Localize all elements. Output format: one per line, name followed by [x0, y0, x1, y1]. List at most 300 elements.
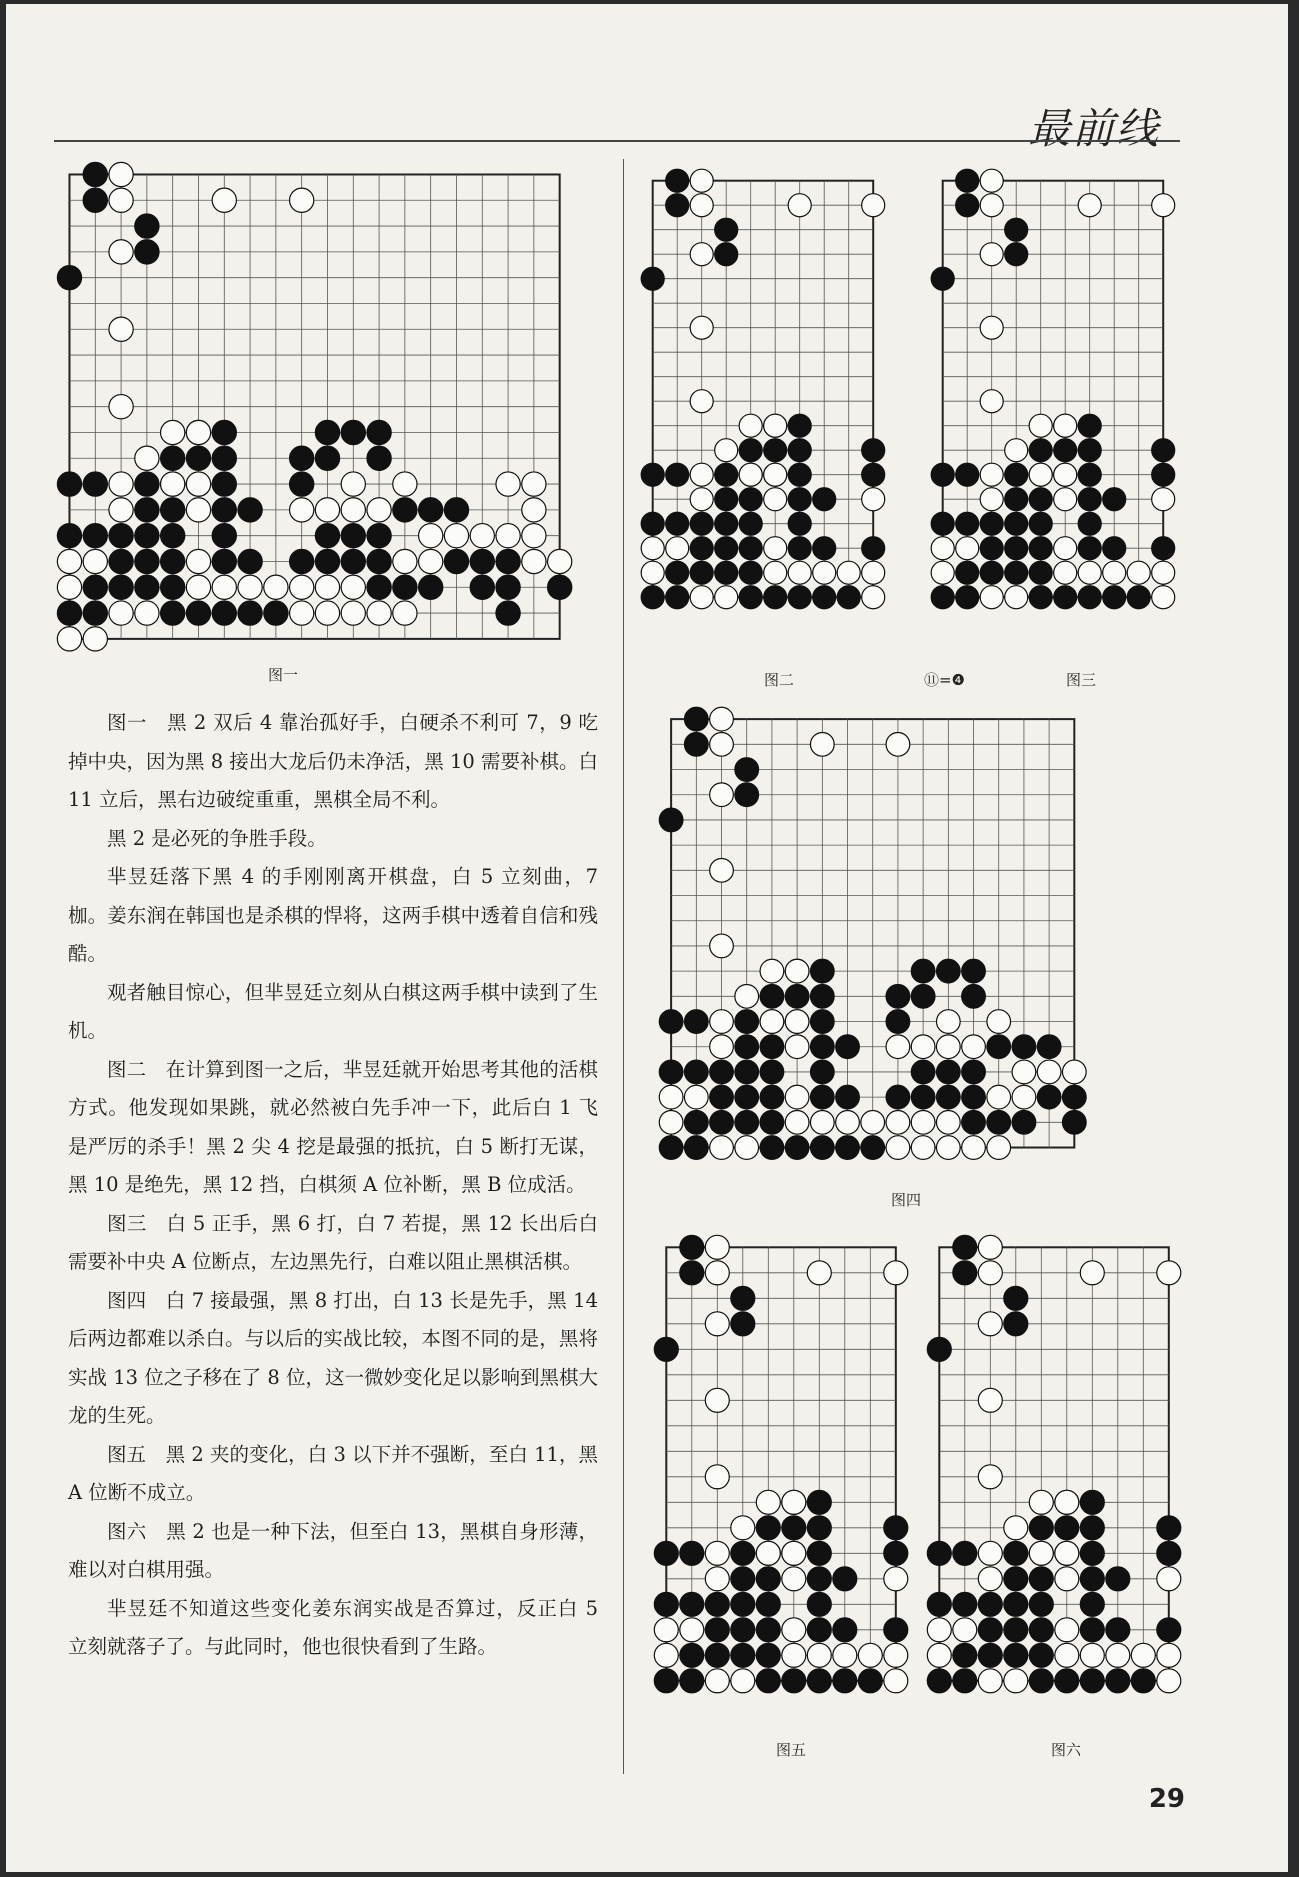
- white-stone: [978, 1567, 1002, 1591]
- black-stone: [858, 1669, 882, 1693]
- white-stone: [980, 586, 1003, 609]
- white-stone: [782, 1618, 806, 1642]
- black-stone: [962, 1110, 986, 1134]
- white-stone: [837, 561, 860, 584]
- white-stone: [861, 1110, 885, 1134]
- black-stone: [785, 984, 809, 1008]
- black-stone: [135, 214, 159, 238]
- white-stone: [654, 1643, 678, 1667]
- black-stone: [680, 1235, 704, 1259]
- black-stone: [1152, 439, 1175, 462]
- black-stone: [956, 194, 979, 217]
- black-stone: [135, 472, 159, 496]
- black-stone: [496, 575, 520, 599]
- black-stone: [788, 512, 811, 535]
- white-stone: [705, 1312, 729, 1336]
- black-stone: [862, 537, 885, 560]
- white-stone: [978, 1235, 1002, 1259]
- black-stone: [807, 1592, 831, 1616]
- white-stone: [1005, 439, 1028, 462]
- white-stone: [807, 1261, 831, 1285]
- black-stone: [715, 512, 738, 535]
- white-stone: [936, 1035, 960, 1059]
- white-stone: [862, 194, 885, 217]
- white-stone: [782, 1567, 806, 1591]
- black-stone: [936, 1085, 960, 1109]
- black-stone: [788, 537, 811, 560]
- white-stone: [927, 1643, 951, 1667]
- black-stone: [1103, 537, 1126, 560]
- white-stone: [341, 601, 365, 625]
- black-stone: [807, 1618, 831, 1642]
- white-stone: [522, 549, 546, 573]
- black-stone: [666, 169, 689, 192]
- black-stone: [83, 524, 107, 548]
- white-stone: [1080, 1643, 1104, 1667]
- black-stone: [212, 446, 236, 470]
- black-stone: [1004, 1567, 1028, 1591]
- black-stone: [1103, 488, 1126, 511]
- black-stone: [470, 549, 494, 573]
- white-stone: [1004, 1516, 1028, 1540]
- black-stone: [1005, 512, 1028, 535]
- white-stone: [419, 549, 443, 573]
- black-stone: [83, 162, 107, 186]
- black-stone: [956, 512, 979, 535]
- white-stone: [690, 243, 713, 266]
- white-stone: [1029, 1490, 1053, 1514]
- black-stone: [1004, 1541, 1028, 1565]
- white-stone: [886, 1035, 910, 1059]
- black-stone: [886, 1085, 910, 1109]
- board-svg: [924, 1232, 1184, 1696]
- white-stone: [1152, 586, 1175, 609]
- white-stone: [862, 488, 885, 511]
- white-stone: [1055, 1541, 1079, 1565]
- black-stone: [760, 1035, 784, 1059]
- white-stone: [710, 858, 734, 882]
- white-stone: [980, 194, 1003, 217]
- board-svg: [928, 166, 1178, 612]
- white-stone: [135, 446, 159, 470]
- black-stone: [1005, 463, 1028, 486]
- black-stone: [1152, 463, 1175, 486]
- white-stone: [760, 959, 784, 983]
- white-stone: [764, 537, 787, 560]
- black-stone: [962, 1060, 986, 1084]
- black-stone: [1029, 1592, 1053, 1616]
- black-stone: [739, 561, 762, 584]
- black-stone: [807, 1516, 831, 1540]
- paragraph: 图二 在计算到图一之后，芈昱廷就开始思考其他的活棋方式。他发现如果跳，就必然被白先手冲一下，此后白 1 飞是严厉的杀手！黑 2 尖 4 挖是最强的抵抗，白 5 断打无谋，黑 10 是绝先，黑 12 挡，白棋须 A 位补断，黑 B 位成活。: [68, 1057, 598, 1196]
- black-stone: [756, 1567, 780, 1591]
- black-stone: [684, 1010, 708, 1034]
- black-stone: [962, 984, 986, 1008]
- black-stone: [953, 1592, 977, 1616]
- white-stone: [731, 1669, 755, 1693]
- paragraph: 图三 白 5 正手，黑 6 打，白 7 若提，黑 12 长出后白需要补中央 A 位断点，左边黑先行，白难以阻止黑棋活棋。: [68, 1211, 598, 1273]
- black-stone: [1005, 488, 1028, 511]
- black-stone: [315, 420, 339, 444]
- black-stone: [1080, 1490, 1104, 1514]
- black-stone: [788, 414, 811, 437]
- black-stone: [367, 420, 391, 444]
- black-stone: [1157, 1516, 1181, 1540]
- black-stone: [705, 1592, 729, 1616]
- black-stone: [393, 498, 417, 522]
- white-stone: [764, 414, 787, 437]
- caption-fig2: 图二: [764, 671, 795, 689]
- white-stone: [367, 601, 391, 625]
- black-stone: [1055, 1516, 1079, 1540]
- white-stone: [764, 488, 787, 511]
- white-stone: [788, 194, 811, 217]
- white-stone: [813, 561, 836, 584]
- black-stone: [715, 463, 738, 486]
- white-stone: [1127, 561, 1150, 584]
- white-stone: [1055, 1567, 1079, 1591]
- black-stone: [1029, 537, 1052, 560]
- white-stone: [109, 498, 133, 522]
- white-stone: [978, 1388, 1002, 1412]
- white-stone: [978, 1465, 1002, 1489]
- white-stone: [931, 561, 954, 584]
- white-stone: [911, 1136, 935, 1160]
- black-stone: [290, 446, 314, 470]
- black-stone: [1029, 1643, 1053, 1667]
- black-stone: [83, 472, 107, 496]
- black-stone: [654, 1337, 678, 1361]
- white-stone: [862, 586, 885, 609]
- black-stone: [1062, 1085, 1086, 1109]
- black-stone: [419, 575, 443, 599]
- paragraph: 观者触目惊心，但芈昱廷立刻从白棋这两手棋中读到了生机。: [68, 980, 598, 1042]
- white-stone: [710, 1035, 734, 1059]
- white-stone: [862, 561, 885, 584]
- black-stone: [980, 537, 1003, 560]
- white-stone: [690, 390, 713, 413]
- white-stone: [980, 488, 1003, 511]
- black-stone: [341, 549, 365, 573]
- black-stone: [953, 1669, 977, 1693]
- white-stone: [1037, 1060, 1061, 1084]
- black-stone: [735, 783, 759, 807]
- black-stone: [813, 488, 836, 511]
- white-stone: [978, 1261, 1002, 1285]
- black-stone: [1080, 1618, 1104, 1642]
- black-stone: [836, 1136, 860, 1160]
- black-stone: [810, 1060, 834, 1084]
- black-stone: [1080, 1541, 1104, 1565]
- black-stone: [731, 1592, 755, 1616]
- black-stone: [1054, 439, 1077, 462]
- white-stone: [1055, 1490, 1079, 1514]
- black-stone: [886, 1010, 910, 1034]
- white-stone: [1062, 1060, 1086, 1084]
- page-number: 29: [1148, 1784, 1185, 1814]
- black-stone: [884, 1541, 908, 1565]
- black-stone: [57, 524, 81, 548]
- black-stone: [705, 1618, 729, 1642]
- white-stone: [654, 1618, 678, 1642]
- black-stone: [238, 549, 262, 573]
- white-stone: [911, 1110, 935, 1134]
- white-stone: [186, 549, 210, 573]
- black-stone: [936, 959, 960, 983]
- black-stone: [659, 1060, 683, 1084]
- black-stone: [666, 512, 689, 535]
- black-stone: [936, 1060, 960, 1084]
- white-stone: [785, 1085, 809, 1109]
- black-stone: [1029, 1516, 1053, 1540]
- black-stone: [884, 1618, 908, 1642]
- black-stone: [807, 1490, 831, 1514]
- black-stone: [1029, 561, 1052, 584]
- white-stone: [496, 524, 520, 548]
- black-stone: [810, 1010, 834, 1034]
- white-stone: [690, 316, 713, 339]
- black-stone: [715, 218, 738, 241]
- white-stone: [978, 1541, 1002, 1565]
- black-stone: [739, 512, 762, 535]
- white-stone: [341, 575, 365, 599]
- black-stone: [715, 488, 738, 511]
- black-stone: [962, 1085, 986, 1109]
- black-stone: [810, 1136, 834, 1160]
- white-stone: [705, 1465, 729, 1489]
- black-stone: [739, 537, 762, 560]
- black-stone: [690, 537, 713, 560]
- white-stone: [927, 1618, 951, 1642]
- black-stone: [684, 1136, 708, 1160]
- white-stone: [315, 601, 339, 625]
- black-stone: [788, 488, 811, 511]
- white-stone: [710, 783, 734, 807]
- white-stone: [470, 524, 494, 548]
- white-stone: [1078, 194, 1101, 217]
- black-stone: [980, 561, 1003, 584]
- black-stone: [212, 420, 236, 444]
- black-stone: [710, 1060, 734, 1084]
- white-stone: [705, 1235, 729, 1259]
- white-stone: [1054, 463, 1077, 486]
- black-stone: [927, 1669, 951, 1693]
- black-stone: [788, 439, 811, 462]
- black-stone: [83, 601, 107, 625]
- black-stone: [659, 1136, 683, 1160]
- column-divider: [623, 159, 624, 1774]
- black-stone: [654, 1669, 678, 1693]
- black-stone: [315, 524, 339, 548]
- black-stone: [833, 1567, 857, 1591]
- black-stone: [367, 575, 391, 599]
- white-stone: [690, 586, 713, 609]
- white-stone: [731, 1516, 755, 1540]
- white-stone: [962, 1035, 986, 1059]
- white-stone: [1131, 1643, 1155, 1667]
- white-stone: [1054, 414, 1077, 437]
- black-stone: [731, 1286, 755, 1310]
- white-stone: [987, 1085, 1011, 1109]
- black-stone: [1131, 1669, 1155, 1693]
- black-stone: [782, 1516, 806, 1540]
- black-stone: [911, 1085, 935, 1109]
- black-stone: [161, 575, 185, 599]
- white-stone: [980, 463, 1003, 486]
- white-stone: [419, 524, 443, 548]
- black-stone: [1012, 1110, 1036, 1134]
- black-stone: [931, 267, 954, 290]
- black-stone: [654, 1592, 678, 1616]
- white-stone: [1005, 586, 1028, 609]
- go-board-fig4: [656, 704, 1089, 1163]
- white-stone: [1054, 537, 1077, 560]
- white-stone: [764, 561, 787, 584]
- black-stone: [1004, 1286, 1028, 1310]
- white-stone: [315, 575, 339, 599]
- black-stone: [931, 512, 954, 535]
- black-stone: [760, 1110, 784, 1134]
- paragraph: 图五 黑 2 夹的变化，白 3 以下并不强断，至白 11，黑 A 位断不成立。: [68, 1442, 598, 1504]
- white-stone: [782, 1643, 806, 1667]
- black-stone: [690, 561, 713, 584]
- white-stone: [710, 707, 734, 731]
- board-frame: [653, 181, 874, 598]
- black-stone: [341, 420, 365, 444]
- black-stone: [836, 1085, 860, 1109]
- black-stone: [810, 984, 834, 1008]
- white-stone: [1157, 1669, 1181, 1693]
- black-stone: [927, 1592, 951, 1616]
- white-stone: [1054, 488, 1077, 511]
- white-stone: [341, 498, 365, 522]
- black-stone: [161, 498, 185, 522]
- white-stone: [109, 395, 133, 419]
- white-stone: [659, 1110, 683, 1134]
- caption-fig3: 图三: [1066, 671, 1097, 689]
- white-stone: [810, 1110, 834, 1134]
- black-stone: [1029, 512, 1052, 535]
- black-stone: [788, 463, 811, 486]
- white-stone: [1157, 1567, 1181, 1591]
- black-stone: [135, 240, 159, 264]
- black-stone: [444, 498, 468, 522]
- black-stone: [731, 1618, 755, 1642]
- black-stone: [978, 1643, 1002, 1667]
- white-stone: [83, 549, 107, 573]
- black-stone: [1012, 1035, 1036, 1059]
- black-stone: [862, 463, 885, 486]
- black-stone: [956, 463, 979, 486]
- black-stone: [666, 194, 689, 217]
- black-stone: [1005, 537, 1028, 560]
- white-stone: [705, 1567, 729, 1591]
- white-stone: [836, 1110, 860, 1134]
- board-frame: [939, 1247, 1169, 1681]
- white-stone: [980, 316, 1003, 339]
- black-stone: [833, 1618, 857, 1642]
- black-stone: [161, 549, 185, 573]
- black-stone: [186, 601, 210, 625]
- black-stone: [735, 1035, 759, 1059]
- black-stone: [1078, 512, 1101, 535]
- white-stone: [886, 1136, 910, 1160]
- white-stone: [57, 549, 81, 573]
- white-stone: [1103, 561, 1126, 584]
- white-stone: [690, 169, 713, 192]
- white-stone: [705, 1541, 729, 1565]
- black-stone: [953, 1261, 977, 1285]
- white-stone: [161, 472, 185, 496]
- black-stone: [911, 959, 935, 983]
- white-stone: [186, 472, 210, 496]
- white-stone: [548, 549, 572, 573]
- black-stone: [1078, 414, 1101, 437]
- white-stone: [956, 537, 979, 560]
- black-stone: [1062, 1110, 1086, 1134]
- black-stone: [807, 1567, 831, 1591]
- white-stone: [109, 240, 133, 264]
- white-stone: [290, 575, 314, 599]
- black-stone: [1054, 586, 1077, 609]
- black-stone: [393, 575, 417, 599]
- black-stone: [886, 984, 910, 1008]
- white-stone: [290, 188, 314, 212]
- black-stone: [367, 549, 391, 573]
- white-stone: [710, 1136, 734, 1160]
- white-stone: [290, 498, 314, 522]
- white-stone: [496, 472, 520, 496]
- black-stone: [1029, 1618, 1053, 1642]
- white-stone: [980, 390, 1003, 413]
- white-stone: [1080, 1261, 1104, 1285]
- white-stone: [715, 439, 738, 462]
- white-stone: [785, 959, 809, 983]
- go-board-fig2: [638, 166, 888, 612]
- white-stone: [1055, 1643, 1079, 1667]
- white-stone: [1029, 463, 1052, 486]
- black-stone: [684, 732, 708, 756]
- white-stone: [807, 1643, 831, 1667]
- white-stone: [764, 463, 787, 486]
- black-stone: [238, 498, 262, 522]
- black-stone: [735, 1010, 759, 1034]
- black-stone: [1080, 1592, 1104, 1616]
- white-stone: [186, 575, 210, 599]
- paragraph: 芈昱廷落下黑 4 的手刚刚离开棋盘，白 5 立刻曲，7 枷。姜东润在韩国也是杀棋的悍将，这两手棋中透着自信和残酷。: [68, 865, 598, 965]
- black-stone: [1078, 586, 1101, 609]
- black-stone: [109, 524, 133, 548]
- board-svg: [656, 704, 1089, 1163]
- black-stone: [785, 1136, 809, 1160]
- white-stone: [690, 194, 713, 217]
- black-stone: [290, 549, 314, 573]
- black-stone: [731, 1643, 755, 1667]
- black-stone: [1103, 586, 1126, 609]
- black-stone: [1078, 537, 1101, 560]
- black-stone: [161, 601, 185, 625]
- black-stone: [760, 1085, 784, 1109]
- white-stone: [756, 1490, 780, 1514]
- article-body: [68, 704, 598, 1667]
- black-stone: [927, 1337, 951, 1361]
- black-stone: [1037, 1035, 1061, 1059]
- black-stone: [760, 984, 784, 1008]
- white-stone: [393, 472, 417, 496]
- black-stone: [735, 1085, 759, 1109]
- white-stone: [109, 188, 133, 212]
- white-stone: [1157, 1643, 1181, 1667]
